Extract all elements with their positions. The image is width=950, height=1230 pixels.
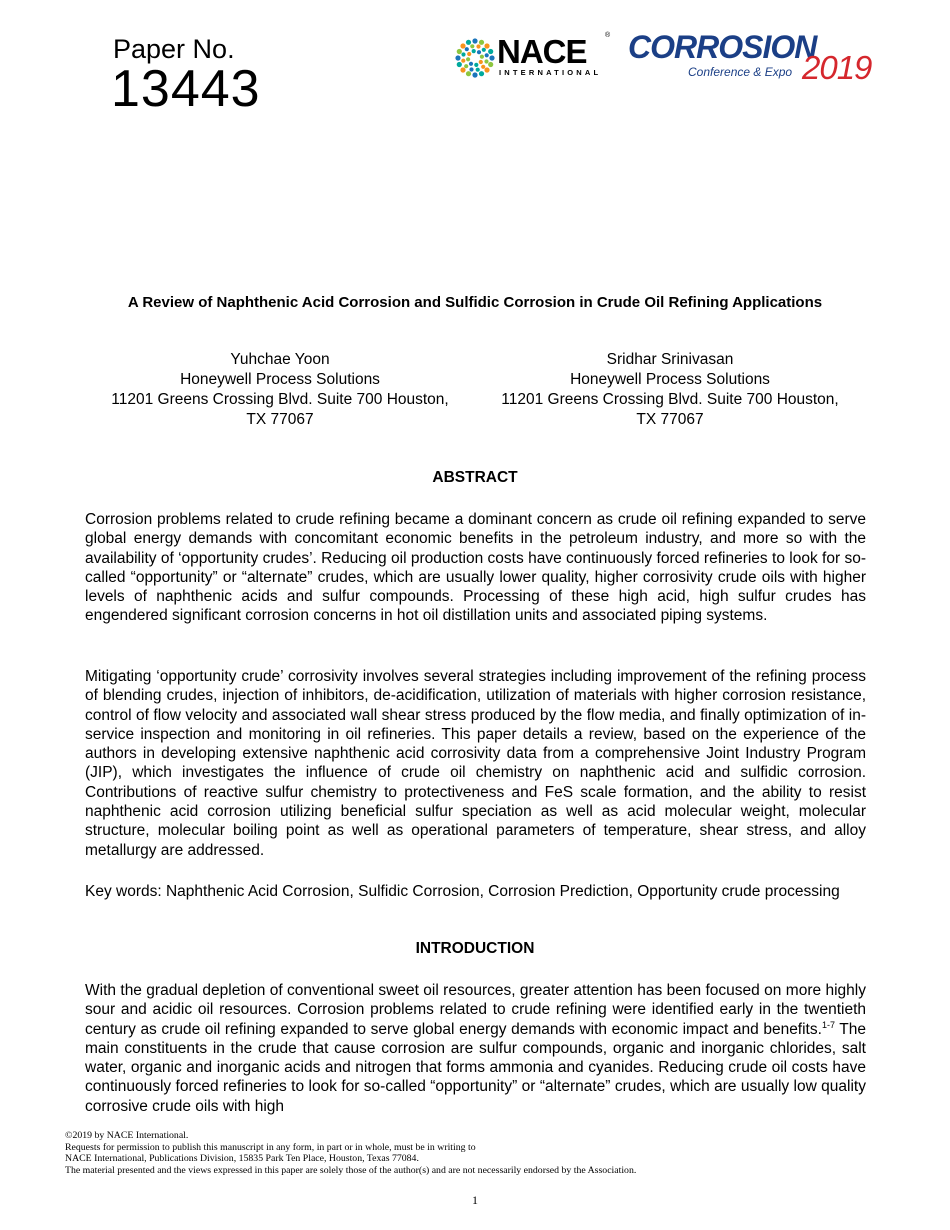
globe-dot bbox=[470, 44, 474, 48]
author-block bbox=[90, 350, 470, 430]
globe-dot bbox=[474, 63, 478, 67]
corrosion-conference-logo bbox=[628, 30, 884, 88]
copyright-footer bbox=[65, 1130, 636, 1177]
author-address: TX 77067 bbox=[246, 411, 314, 428]
author-address: 11201 Greens Crossing Blvd. Suite 700 Houston, bbox=[111, 391, 449, 408]
paper-title: A Review of Naphthenic Acid Corrosion and Sulfidic Corrosion in Crude Oil Refining Applications bbox=[127, 294, 823, 311]
globe-dot bbox=[479, 71, 484, 76]
globe-dot bbox=[477, 50, 481, 54]
intro-text: The main constituents in the crude that cause corrosion are sulfur compounds, organic and inorganic chlorides, salt water, organic and inorganic acids and nitrogen that forms ammonia and cyanides. Reducing crude oil costs have continuously forced refineries to look for so-called “opportunity” or “alternate” crudes, which are usually low quality corrosive crude oils with high bbox=[85, 1020, 866, 1115]
globe-dot bbox=[460, 67, 465, 72]
globe-dot bbox=[466, 71, 471, 76]
globe-dot bbox=[488, 62, 493, 67]
nace-logo bbox=[455, 34, 615, 80]
reference-superscript: 1-7 bbox=[821, 1019, 835, 1030]
author-address: 11201 Greens Crossing Blvd. Suite 700 Houston, bbox=[501, 391, 839, 408]
globe-dot bbox=[472, 49, 476, 53]
introduction-paragraph bbox=[85, 981, 866, 1116]
nace-globe-icon bbox=[455, 36, 497, 80]
globe-dot bbox=[488, 49, 493, 54]
corrosion-logo-word: CORROSION bbox=[628, 29, 817, 65]
author-name: Sridhar Srinivasan bbox=[606, 351, 734, 368]
globe-dot bbox=[466, 40, 471, 45]
globe-dot bbox=[461, 52, 465, 56]
page-number: 1 bbox=[472, 1193, 478, 1207]
paper-number: 13443 bbox=[111, 60, 261, 118]
globe-dot bbox=[460, 43, 465, 48]
paper-number-label: Paper No. bbox=[113, 34, 235, 64]
globe-dot bbox=[484, 59, 488, 63]
author-address: TX 77067 bbox=[636, 411, 704, 428]
abstract-heading: ABSTRACT bbox=[432, 469, 518, 486]
nace-logo-subtitle: INTERNATIONAL bbox=[499, 68, 602, 77]
globe-dot bbox=[489, 55, 494, 60]
globe-dot bbox=[472, 72, 477, 77]
globe-dot bbox=[485, 53, 489, 57]
globe-dot bbox=[482, 48, 486, 52]
globe-dot bbox=[465, 47, 469, 51]
globe-dot bbox=[466, 57, 470, 61]
abstract-paragraph: Corrosion problems related to crude refining became a dominant concern as crude oil refining expanded to serve global energy demands with concomitant economic benefits in the petroleum industry, and more so with the availability of ‘opportunity crudes’. Reducing oil production costs have continuously forced refineries to look for so-called “opportunity” or “alternate” crudes, which are usually lower quality, higher corrosivity crude oils with higher levels of naphthenic acids and sulfur compounds. Processing of these high acid, high sulfur crudes has engendered significant corrosion concerns in hot oil distillation units and associated piping systems. bbox=[85, 511, 866, 625]
globe-dot bbox=[469, 67, 473, 71]
intro-text: With the gradual depletion of conventional sweet oil resources, greater attention has been focused on more highly sour and acidic oil resources. Corrosion problems related to crude refining were identified early in the twentieth century as crude oil refining expanded to serve global energy demands with economic impact and benefits. bbox=[85, 982, 866, 1038]
globe-dot bbox=[480, 55, 484, 59]
corrosion-logo-subtitle: Conference & Expo bbox=[688, 65, 793, 79]
corrosion-logo-year: 2019 bbox=[802, 49, 872, 86]
globe-dot bbox=[481, 65, 485, 69]
footer-line: ©2019 by NACE International. bbox=[65, 1130, 189, 1141]
globe-dot bbox=[455, 55, 460, 60]
registered-mark: ® bbox=[605, 32, 611, 39]
globe-dot bbox=[484, 67, 489, 72]
globe-dot bbox=[476, 44, 480, 48]
globe-dot bbox=[476, 68, 480, 72]
nace-logo-word: NACE bbox=[497, 33, 587, 70]
author-name: Yuhchae Yoon bbox=[230, 351, 330, 368]
keywords: Key words: Naphthenic Acid Corrosion, Sulfidic Corrosion, Corrosion Prediction, Opportunity crude processing bbox=[85, 883, 840, 900]
globe-dot bbox=[457, 49, 462, 54]
globe-dot bbox=[479, 40, 484, 45]
introduction-heading: INTRODUCTION bbox=[415, 940, 535, 957]
globe-dot bbox=[464, 64, 468, 68]
author-block bbox=[480, 350, 860, 430]
footer-line: NACE International, Publications Division, 15835 Park Ten Place, Houston, Texas 77084. bbox=[65, 1153, 419, 1165]
author-affiliation: Honeywell Process Solutions bbox=[180, 371, 380, 388]
globe-dot bbox=[479, 60, 483, 64]
globe-dot bbox=[484, 43, 489, 48]
abstract-paragraph: Mitigating ‘opportunity crude’ corrosivity involves several strategies including improvement of the refining process of blending crudes, injection of inhibitors, de-acidification, utilization of materials with higher corrosion resistance, control of flow velocity and associated wall shear stress produced by the flow media, and finally optimization of in-service inspection and monitoring in oil refineries. This paper details a review, based on the experience of the authors in developing extensive naphthenic acid corrosivity data from a comprehensive Joint Industry Program (JIP), which investigates the influence of crude oil chemistry on naphthenic acid and sulfidic corrosion. Contributions of reactive sulfur chemistry to protectiveness and FeS scale formation, and the ability to resist naphthenic acid corrosion utilizing beneficial sulfur speciation as well as acid molecular weight, molecular structure, molecular boiling point as well as operational parameters of temperature, shear stress, and alloy metallurgy are addressed. bbox=[85, 668, 866, 859]
globe-dot bbox=[457, 62, 462, 67]
footer-line: The material presented and the views expressed in this paper are solely those of the author(s) and are not necessarily endorsed by the Association. bbox=[65, 1165, 637, 1177]
footer-line: Requests for permission to publish this manuscript in any form, in part or in whole, must be in writing to bbox=[65, 1141, 476, 1153]
author-affiliation: Honeywell Process Solutions bbox=[570, 371, 770, 388]
globe-dot bbox=[467, 52, 471, 56]
globe-dot bbox=[461, 59, 465, 63]
globe-dot bbox=[472, 38, 477, 43]
globe-dot bbox=[469, 62, 473, 66]
